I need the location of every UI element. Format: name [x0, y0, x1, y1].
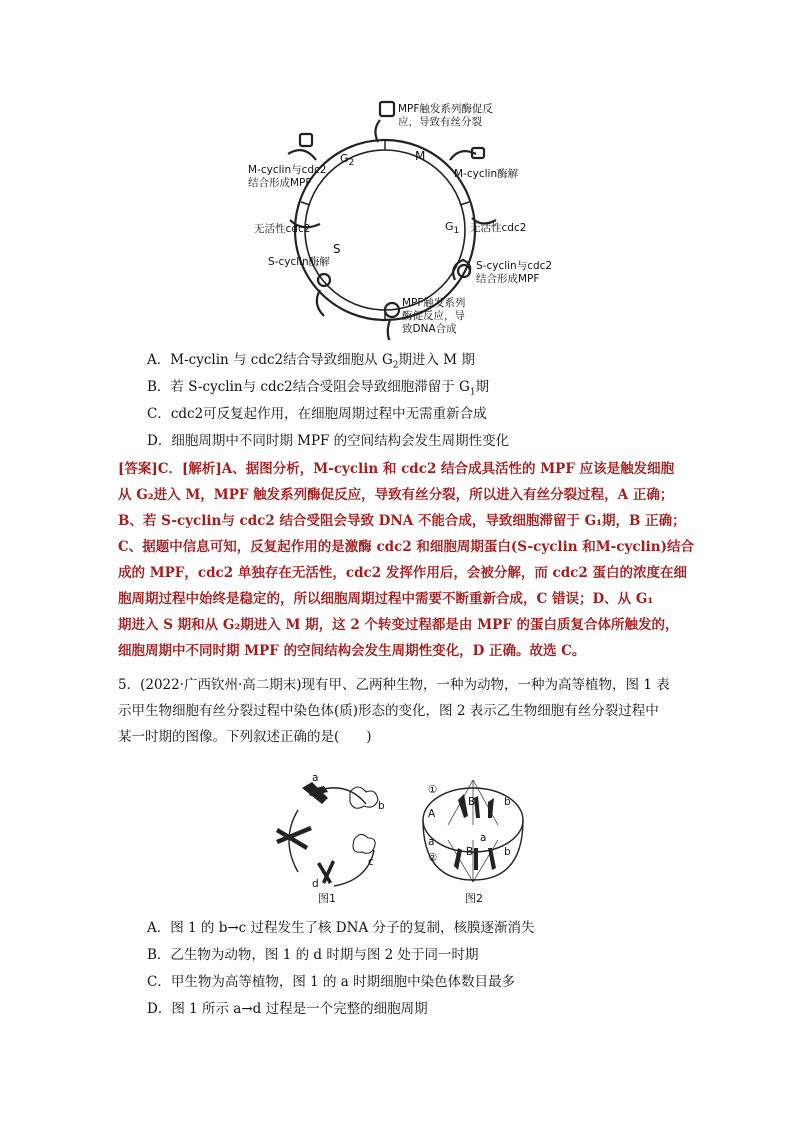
mpf-dna-line2: 酶促反应，导: [402, 310, 465, 322]
q4-option-c: [147, 404, 487, 424]
mpf-dna-label: [402, 297, 465, 336]
fig2-label-B2: B: [466, 846, 474, 858]
answer-line: 成的 MPF，cdc2 单独存在无活性，cdc2 发挥作用后，会被分解，而 cdc2 蛋白的浓度在细: [118, 565, 687, 581]
fig1-letter-b: b: [378, 800, 385, 812]
q4-option-a-sub: 2: [392, 360, 399, 371]
q4-option-a: [147, 350, 475, 376]
q5-option-d: D．图 1 所示 a→d 过程是一个完整的细胞周期: [147, 1001, 428, 1017]
mpf-dna-line1: MPF触发系列: [402, 297, 466, 309]
q4-answer-analysis: [118, 456, 694, 664]
q4-option-a-tail: 期进入 M 期: [398, 352, 475, 368]
fig1-caption: 图1: [318, 892, 336, 905]
fig2-label-a2: a: [480, 832, 487, 844]
mpf-mitosis-line2: 应，导致有丝分裂: [398, 116, 482, 128]
fig2-label-b2: b: [504, 846, 511, 858]
phase-m-label: M: [415, 149, 426, 163]
q5-question: [118, 672, 678, 750]
q5-line: 5．(2022·广西钦州·高二期末)现有甲、乙两种生物，一种为动物，一种为高等植物，图 1 表: [118, 677, 670, 693]
mitosis-figures: [268, 770, 528, 905]
s-cyclin-bind-line2: 结合形成MPF: [476, 273, 540, 285]
q4-option-c-text: C．cdc2可反复起作用，在细胞周期过程中无需重新合成: [147, 406, 487, 422]
fig2-caption: 图2: [465, 892, 483, 905]
q4-option-d: [147, 431, 509, 451]
fig2-label-2: ②: [428, 852, 438, 864]
answer-line: [答案]C．[解析]A、据图分析，M-cyclin 和 cdc2 结合成具活性的 MPF 应该是触发细胞: [118, 461, 675, 477]
inactive-cdc2-left-label: 无活性cdc2: [254, 223, 311, 235]
phase-g1-label: [445, 220, 459, 238]
q4-option-b-sub: 1: [469, 387, 476, 398]
fig1-letter-a: a: [312, 772, 319, 784]
s-cyclin-bind-line1: S-cyclin与cdc2: [476, 260, 553, 272]
phase-g1-sub: 1: [453, 226, 460, 237]
fig2-label-b1: b: [504, 796, 511, 808]
m-cyclin-bind-line1: M-cyclin与cdc2: [248, 164, 327, 176]
fig2-label-A: A: [428, 808, 436, 820]
mpf-dna-line3: 致DNA合成: [402, 323, 457, 335]
answer-line: C、据题中信息可知，反复起作用的是激酶 cdc2 和细胞周期蛋白(S-cyclin 和M-cyclin)结合: [118, 539, 694, 555]
s-cyclin-degrade-label: S-cyclin酶解: [268, 256, 330, 268]
phase-g2-letter: G: [340, 152, 349, 165]
fig2-label-B1: B: [468, 796, 476, 808]
m-cyclin-degrade-label: M-cyclin酶解: [454, 168, 519, 180]
q4-option-b-text: B．若 S-cyclin与 cdc2结合受阻会导致细胞滞留于 G: [147, 379, 470, 395]
q5-line: 示甲生物细胞有丝分裂过程中染色体(质)形态的变化，图 2 表示乙生物细胞有丝分裂过程中: [118, 703, 659, 719]
cell-cycle-figure: [240, 90, 560, 340]
phase-g2-label: [340, 152, 354, 170]
fig2-label-a1: a: [428, 836, 435, 848]
q5-option-c: C．甲生物为高等植物，图 1 的 a 时期细胞中染色体数目最多: [147, 974, 516, 990]
fig2-label-1: ①: [428, 784, 438, 796]
q4-option-b-tail: 期: [475, 379, 490, 395]
s-cyclin-bind-label: [476, 260, 552, 286]
phase-g2-sub: 2: [348, 158, 355, 169]
m-cyclin-bind-line2: 结合形成MPF: [248, 177, 312, 189]
phase-s-label: S: [333, 242, 341, 256]
answer-line: 期进入 S 期和从 G₂期进入 M 期，这 2 个转变过程都是由 MPF 的蛋白质复合体所触发的，: [118, 617, 679, 633]
answer-line: 胞周期过程中始终是稳定的，所以细胞周期过程中需要不断重新合成，C 错误；D、从 G₁: [118, 591, 654, 607]
q4-option-d-text: D．细胞周期中不同时期 MPF 的空间结构会发生周期性变化: [147, 433, 510, 449]
q5-option-b: B．乙生物为动物，图 1 的 d 时期与图 2 处于同一时期: [147, 947, 479, 963]
inactive-cdc2-right-label: 无活性cdc2: [470, 222, 527, 234]
q4-option-b: [147, 377, 489, 403]
mpf-mitosis-line1: MPF触发系列酶促反: [398, 103, 493, 115]
mpf-mitosis-label: [398, 103, 493, 129]
answer-line: B、若 S-cyclin与 cdc2 结合受阻会导致 DNA 不能合成，导致细胞滞留于 G₁期，B 正确；: [118, 513, 686, 529]
q5-line: 某一时期的图像。下列叙述正确的是( ): [118, 729, 372, 745]
answer-line: 从 G₂进入 M，MPF 触发系列酶促反应，导致有丝分裂，所以进入有丝分裂过程，A 正确；: [118, 487, 674, 503]
answer-line: 细胞周期中不同时期 MPF 的空间结构会发生周期性变化，D 正确。故选 C。: [118, 643, 586, 659]
fig1-letter-d: d: [312, 878, 319, 890]
q5-option-a: A．图 1 的 b→c 过程发生了核 DNA 分子的复制，核膜逐渐消失: [147, 920, 535, 936]
phase-g1-letter: G: [445, 220, 454, 233]
mitosis-diagrams: [268, 770, 528, 905]
q4-option-a-text: A．M-cyclin 与 cdc2结合导致细胞从 G: [147, 352, 393, 368]
fig1-letter-c: c: [368, 856, 374, 868]
m-cyclin-bind-label: [248, 164, 327, 190]
